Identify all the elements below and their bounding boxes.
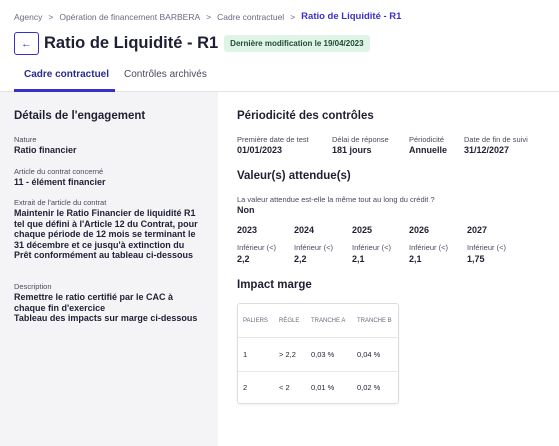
constant-value-answer: Non xyxy=(237,205,255,215)
row-1-palier: 1 xyxy=(243,350,248,359)
page-title: Ratio de Liquidité - R1 xyxy=(44,34,219,52)
header-paliers: PALIERS xyxy=(243,318,268,324)
breadcrumb-current: Ratio de Liquidité - R1 xyxy=(301,11,402,22)
first-test-date-label: Première date de test xyxy=(237,135,309,144)
last-modified-badge: Dernière modification le 19/04/2023 xyxy=(224,35,369,52)
article-label: Article du contrat concerné xyxy=(14,167,104,176)
breadcrumb-item-operation[interactable]: Opération de financement BARBERA xyxy=(59,11,201,22)
end-date-value: 31/12/2027 xyxy=(464,145,510,155)
header-regle: RÈGLE xyxy=(279,318,300,324)
description-value: Remettre le ratio certifié par le CAC à chaque fin d'exercice Tableau des impacts sur marge ci-dessous xyxy=(14,292,198,323)
description-label: Description xyxy=(14,282,52,291)
value-2025: 2,1 xyxy=(352,254,365,264)
nature-value: Ratio financier xyxy=(14,145,77,155)
breadcrumb-separator: > xyxy=(206,11,212,22)
impact-table xyxy=(237,303,399,404)
first-test-date-value: 01/01/2023 xyxy=(237,145,283,155)
article-value: 11 - élément financier xyxy=(14,177,106,187)
breadcrumb-item-cadre[interactable]: Cadre contractuel xyxy=(217,11,285,22)
nature-label: Nature xyxy=(14,135,37,144)
row-2-regle: < 2 xyxy=(279,383,290,392)
value-2027: 1,75 xyxy=(467,254,485,264)
response-delay-label: Délai de réponse xyxy=(332,135,389,144)
row-2-palier: 2 xyxy=(243,383,248,392)
breadcrumb-separator: > xyxy=(290,11,296,22)
value-2026: 2,1 xyxy=(409,254,422,264)
condition-2027: Inférieur (<) xyxy=(467,243,506,252)
periodicity-label: Périodicité xyxy=(409,135,445,144)
row-1-regle: > 2,2 xyxy=(279,350,296,359)
extrait-label: Extrait de l'article du contrat xyxy=(14,198,107,207)
constant-value-question: La valeur attendue est-elle la même tout au long du crédit ? xyxy=(237,195,435,204)
year-2025: 2025 xyxy=(352,225,373,235)
tab-controles-archives[interactable]: Contrôles archivés xyxy=(124,69,207,80)
attendus-title: Valeur(s) attendue(s) xyxy=(237,170,351,182)
row-divider xyxy=(238,371,398,372)
year-2026: 2026 xyxy=(409,225,430,235)
header-tranche-a: TRANCHE A xyxy=(311,318,346,324)
breadcrumb-item-agency[interactable]: Agency xyxy=(14,11,43,22)
periodicite-title: Périodicité des contrôles xyxy=(237,110,374,122)
tab-bar xyxy=(0,62,559,92)
row-2-tranche-a: 0,01 % xyxy=(311,383,335,392)
extrait-value: Maintenir le Ratio Financier de liquidité R1 tel que défini à l'Article 12 du Contrat, pour chaque période de 12 mois se terminant le 31 décembre et ce jusqu'à extinction du Prêt conformément au tableau ci-dessous xyxy=(14,208,198,260)
arrow-left-icon: ← xyxy=(21,37,32,50)
breadcrumb xyxy=(14,11,401,22)
year-2023: 2023 xyxy=(237,225,258,235)
year-2027: 2027 xyxy=(467,225,488,235)
row-divider xyxy=(238,337,398,338)
end-date-label: Date de fin de suivi xyxy=(464,135,528,144)
response-delay-value: 181 jours xyxy=(332,145,372,155)
row-1-tranche-a: 0,03 % xyxy=(311,350,335,359)
row-1-tranche-b: 0,04 % xyxy=(357,350,381,359)
periodicity-value: Annuelle xyxy=(409,145,448,155)
breadcrumb-separator: > xyxy=(48,11,54,22)
tab-cadre-contractuel[interactable]: Cadre contractuel xyxy=(24,69,110,80)
row-2-tranche-b: 0,02 % xyxy=(357,383,381,392)
condition-2026: Inférieur (<) xyxy=(409,243,448,252)
value-2024: 2,2 xyxy=(294,254,307,264)
value-2023: 2,2 xyxy=(237,254,250,264)
impact-title: Impact marge xyxy=(237,279,312,291)
back-button[interactable] xyxy=(14,32,39,55)
condition-2025: Inférieur (<) xyxy=(352,243,391,252)
condition-2024: Inférieur (<) xyxy=(294,243,333,252)
page-header xyxy=(14,32,370,55)
condition-2023: Inférieur (<) xyxy=(237,243,276,252)
header-tranche-b: TRANCHE B xyxy=(357,318,392,324)
engagement-title: Détails de l'engagement xyxy=(14,110,146,122)
year-2024: 2024 xyxy=(294,225,315,235)
